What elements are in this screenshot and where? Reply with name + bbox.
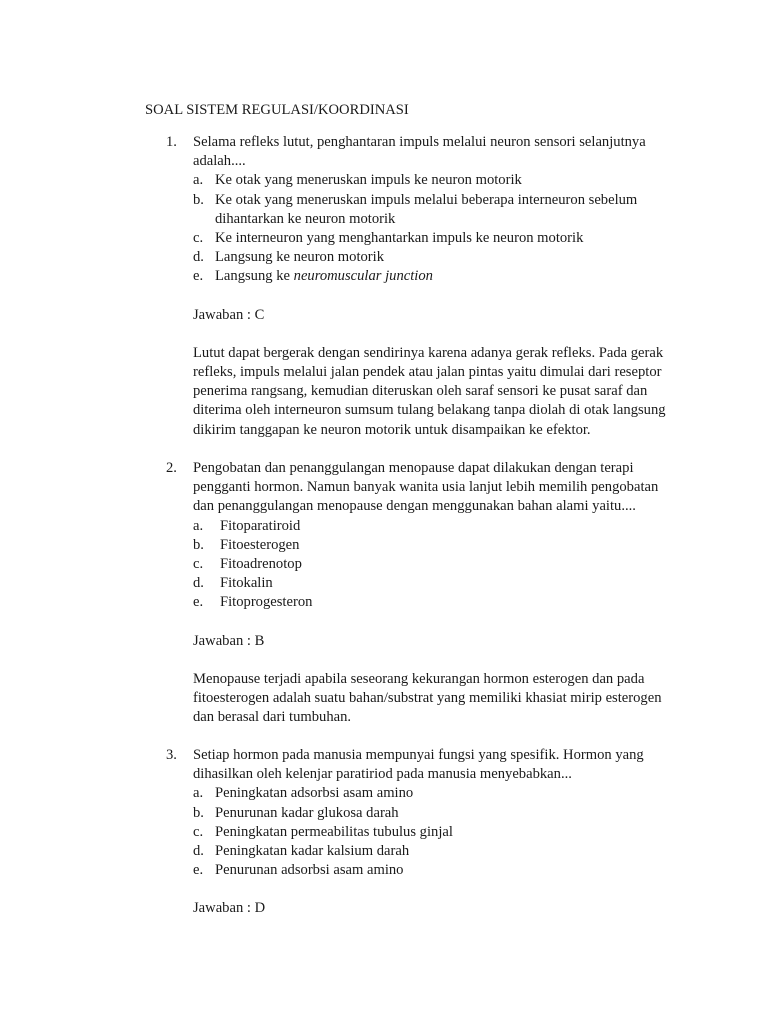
option-list [193, 784, 666, 880]
document-title: SOAL SISTEM REGULASI/KOORDINASI [145, 102, 409, 118]
option-a: a. Peningkatan adsorbsi asam amino [193, 785, 414, 802]
question-number: 3. [166, 747, 177, 763]
option-e: e. Langsung ke neuromuscular junction [193, 268, 433, 285]
answer-label: Jawaban : D [193, 900, 266, 917]
question-text: Selama refleks lutut, penghantaran impuls melalui neuron sensori selanjutnya adalah.... [193, 134, 646, 170]
option-b: b. Penurunan kadar glukosa darah [193, 804, 399, 821]
question-2 [166, 459, 666, 727]
question-1 [166, 133, 666, 440]
option-b: b. Fitoesterogen [193, 536, 300, 553]
italic-term: neuromuscular junction [293, 268, 433, 285]
answer-explanation: Lutut dapat bergerak dengan sendirinya karena adanya gerak refleks. Pada gerak refleks, impuls melalui jalan pendek atau jalan pintas yaitu dimulai dari reseptor penerima rangsang, kemudian diteruskan oleh saraf sensori ke pusat saraf dan diterima oleh interneuron sumsum tulang belakang tanpa diolah di otak langsung dikirim tanggapan ke neuron motorik untuk disampaikan ke efektor. [193, 344, 666, 438]
option-list [193, 517, 666, 613]
question-text: Pengobatan dan penanggulangan menopause dapat dilakukan dengan terapi pengganti hormon. Namun banyak wanita usia lanjut lebih memilih pengobatan dan penanggulangan menopause dengan menggunakan bahan alami yaitu.... [193, 460, 659, 515]
question-number: 2. [166, 460, 177, 476]
answer-label: Jawaban : B [193, 632, 265, 649]
option-c: c. Fitoadrenotop [193, 556, 302, 573]
answer-explanation: Menopause terjadi apabila seseorang kekurangan hormon esterogen dan pada fitoesterogen adalah suatu bahan/substrat yang memiliki khasiat mirip esterogen dan berasal dari tumbuhan. [193, 670, 662, 726]
option-a: a. Fitoparatiroid [193, 517, 301, 534]
option-a: a. Ke otak yang meneruskan impuls ke neuron motorik [193, 172, 522, 189]
option-d: d. Langsung ke neuron motorik [193, 249, 385, 266]
option-c: c. Peningkatan permeabilitas tubulus ginjal [193, 823, 453, 840]
question-number: 1. [166, 134, 177, 150]
option-e: e. Penurunan adsorbsi asam amino [193, 862, 404, 879]
answer-label: Jawaban : C [193, 306, 265, 323]
option-d: d. Peningkatan kadar kalsium darah [193, 843, 410, 860]
option-c: c. Ke interneuron yang menghantarkan impuls ke neuron motorik [193, 230, 584, 247]
question-text: Setiap hormon pada manusia mempunyai fungsi yang spesifik. Hormon yang dihasilkan oleh kelenjar paratiriod pada manusia menyebabkan... [193, 747, 644, 783]
option-e: e. Fitoprogesteron [193, 594, 313, 611]
option-d: d. Fitokalin [193, 575, 273, 592]
question-3 [166, 746, 666, 919]
option-list [193, 171, 666, 286]
option-b: b. Ke otak yang meneruskan impuls melalui beberapa interneuron sebelum dihantarkan ke neuron motorik [193, 191, 638, 227]
